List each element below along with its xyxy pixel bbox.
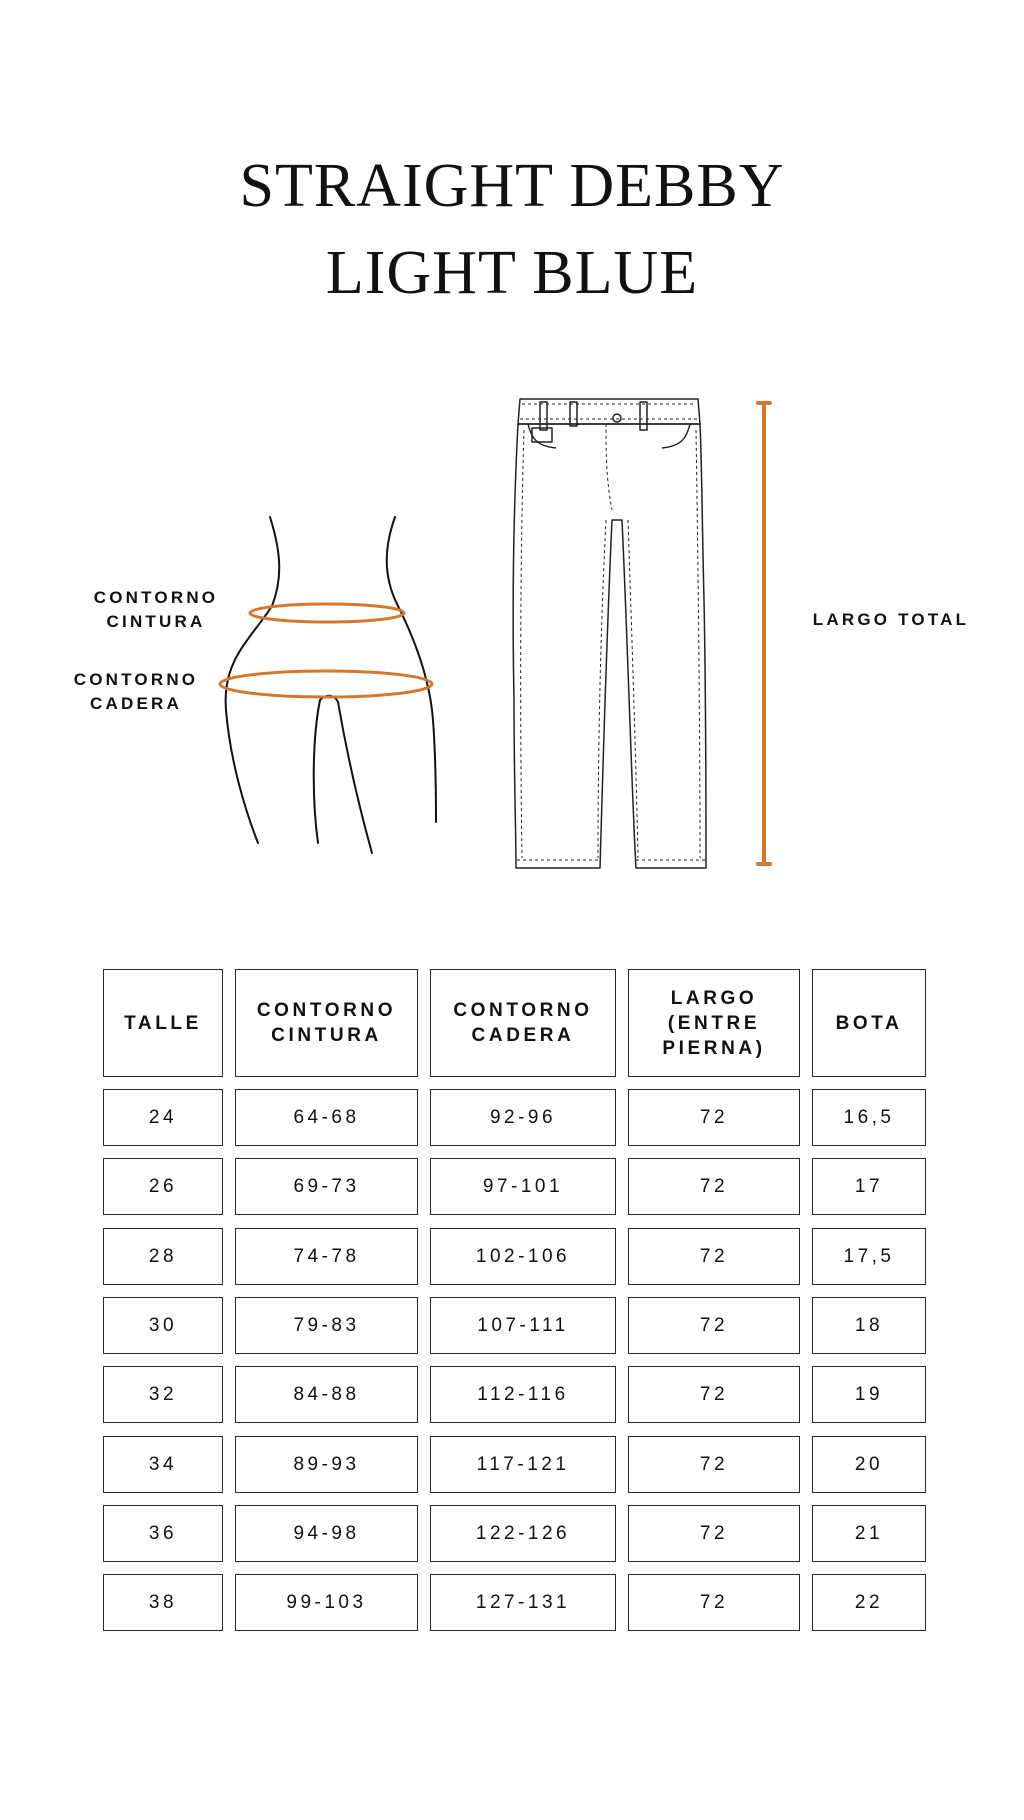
- cell-bota: 17,5: [812, 1228, 926, 1285]
- title-line-2: LIGHT BLUE: [325, 239, 699, 307]
- cell-largo: 72: [628, 1297, 800, 1354]
- cell-largo: 72: [628, 1228, 800, 1285]
- cell-contorno-cadera: 92-96: [430, 1089, 616, 1146]
- cell-contorno-cintura: 74-78: [235, 1228, 418, 1285]
- cell-contorno-cadera: 112-116: [430, 1366, 616, 1423]
- cell-bota: 21: [812, 1505, 926, 1562]
- cell-largo: 72: [628, 1158, 800, 1215]
- cell-talle: 32: [103, 1366, 223, 1423]
- cell-bota: 20: [812, 1436, 926, 1493]
- cell-bota: 19: [812, 1366, 926, 1423]
- cell-talle: 36: [103, 1505, 223, 1562]
- cell-contorno-cintura: 64-68: [235, 1089, 418, 1146]
- cell-talle: 34: [103, 1436, 223, 1493]
- header-largo: LARGO (ENTRE PIERNA): [628, 969, 800, 1077]
- cell-talle: 24: [103, 1089, 223, 1146]
- cell-contorno-cadera: 117-121: [430, 1436, 616, 1493]
- cell-talle: 38: [103, 1574, 223, 1631]
- waist-label: CONTORNO CINTURA: [93, 588, 219, 631]
- cell-contorno-cadera: 107-111: [430, 1297, 616, 1354]
- cell-contorno-cintura: 69-73: [235, 1158, 418, 1215]
- header-talle: TALLE: [103, 969, 223, 1077]
- cell-contorno-cintura: 89-93: [235, 1436, 418, 1493]
- cell-contorno-cadera: 122-126: [430, 1505, 616, 1562]
- cell-largo: 72: [628, 1436, 800, 1493]
- cell-largo: 72: [628, 1366, 800, 1423]
- cell-contorno-cadera: 127-131: [430, 1574, 616, 1631]
- cell-bota: 22: [812, 1574, 926, 1631]
- total-length-label: LARGO TOTAL: [812, 610, 970, 629]
- cell-talle: 26: [103, 1158, 223, 1215]
- cell-contorno-cadera: 97-101: [430, 1158, 616, 1215]
- cell-largo: 72: [628, 1574, 800, 1631]
- cell-contorno-cintura: 94-98: [235, 1505, 418, 1562]
- cell-contorno-cadera: 102-106: [430, 1228, 616, 1285]
- cell-contorno-cintura: 99-103: [235, 1574, 418, 1631]
- cell-bota: 18: [812, 1297, 926, 1354]
- cell-largo: 72: [628, 1089, 800, 1146]
- cell-talle: 30: [103, 1297, 223, 1354]
- header-contorno-cadera: CONTORNO CADERA: [430, 969, 616, 1077]
- cell-talle: 28: [103, 1228, 223, 1285]
- header-contorno-cintura: CONTORNO CINTURA: [235, 969, 418, 1077]
- title-line-1: STRAIGHT DEBBY: [239, 152, 785, 220]
- cell-largo: 72: [628, 1505, 800, 1562]
- cell-contorno-cintura: 79-83: [235, 1297, 418, 1354]
- header-bota: BOTA: [812, 969, 926, 1077]
- hip-label: CONTORNO CADERA: [73, 670, 199, 713]
- cell-contorno-cintura: 84-88: [235, 1366, 418, 1423]
- cell-bota: 17: [812, 1158, 926, 1215]
- cell-bota: 16,5: [812, 1089, 926, 1146]
